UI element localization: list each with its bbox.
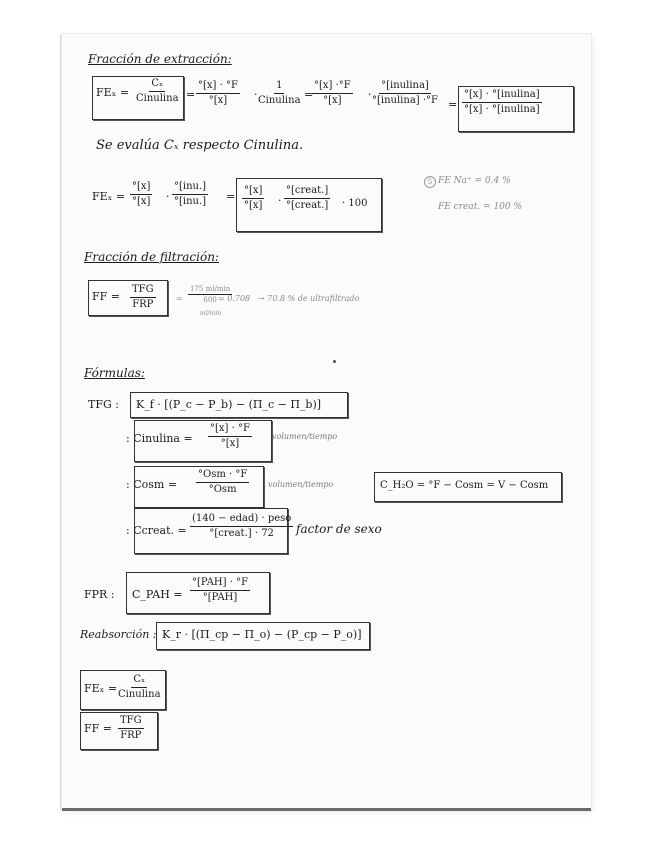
fraction-fe-summary xyxy=(118,673,161,702)
denominator: °[creat.] · 72 xyxy=(209,528,274,539)
note-evaluation: Se evalúa Cₓ respecto Cinulina. xyxy=(96,138,304,153)
numerator: °[inulina] xyxy=(379,79,431,94)
denominator: °[x] xyxy=(132,196,151,207)
denominator: °[x] xyxy=(323,95,342,106)
tfg-formula: K_f · [(P_c − P_b) − (Π_c − Π_b)] xyxy=(136,398,322,411)
times-100: · 100 xyxy=(342,198,368,209)
fpr-label: FPR : xyxy=(84,588,115,601)
numerator: °[x] xyxy=(130,180,152,195)
cosm-note: volumen/tiempo xyxy=(268,480,334,489)
ccreat-note: factor de sexo xyxy=(296,522,382,536)
fraction-4 xyxy=(312,79,353,108)
numerator: TFG xyxy=(130,283,156,298)
fe-lhs: FEₓ = xyxy=(96,86,130,99)
calc-unit: ml/min xyxy=(200,310,222,317)
side-note-creat: FE creat. = 100 % xyxy=(438,202,523,212)
circled-number: 5 xyxy=(424,176,436,188)
numerator: 175 ml/min xyxy=(190,285,231,293)
fraction-x-2 xyxy=(242,184,264,213)
numerator: TFG xyxy=(118,714,144,729)
fraction-fpr xyxy=(190,576,250,605)
numerator: Cₓ xyxy=(131,673,147,688)
equals-sign: = xyxy=(186,88,196,101)
numerator: °[x] ·°F xyxy=(312,79,353,94)
denominator: 600 xyxy=(203,296,217,304)
fraction-cx-cin xyxy=(136,77,179,106)
ch2o-formula: C_H₂O = °F − Cosm = V − Cosm xyxy=(380,480,549,491)
fraction-cosm xyxy=(196,468,249,497)
section-title-extraction: Fracción de extracción: xyxy=(88,52,232,66)
cin-note: volumen/tiempo xyxy=(272,432,338,441)
section-title-formulas: Fórmulas: xyxy=(84,366,145,380)
reabsorption-label: Reabsorción : xyxy=(80,628,157,641)
ink-dot xyxy=(333,360,336,363)
cin-lhs: : Cinulina = xyxy=(126,432,193,445)
numerator: °[x] · °F xyxy=(208,422,252,437)
ccreat-lhs: : Ccreat. = xyxy=(126,524,187,537)
numerator: (140 − edad) · peso xyxy=(190,512,293,527)
fraction-2 xyxy=(196,79,240,108)
dot-operator: · xyxy=(368,88,372,101)
denominator: Cinulina xyxy=(258,95,301,106)
ff-summary-lhs: FF = xyxy=(84,722,112,735)
fpr-lhs: C_PAH = xyxy=(132,588,183,601)
equals-sign: = xyxy=(176,294,183,303)
numerator: °[x] xyxy=(242,184,264,199)
fe-summary-lhs: FEₓ = xyxy=(84,682,118,695)
fraction-x xyxy=(130,180,152,209)
fraction-creat xyxy=(284,184,330,213)
denominator: °[x] xyxy=(208,95,228,106)
side-note-na: FE Na⁺ = 0.4 % xyxy=(438,176,511,186)
denominator: FRP xyxy=(132,299,154,310)
page-shadow xyxy=(62,808,591,811)
calc-note: → 70.8 % de ultrafiltrado xyxy=(258,294,360,303)
fraction-6 xyxy=(462,88,542,117)
dot-operator: · xyxy=(254,88,258,101)
fraction-tfg-frp xyxy=(130,283,156,312)
fraction-5 xyxy=(372,79,438,108)
tfg-label: TFG : xyxy=(88,398,119,411)
numerator: °[inu.] xyxy=(172,180,208,195)
denominator: °[PAH] xyxy=(202,592,238,603)
fraction-inu xyxy=(172,180,208,209)
ff-lhs: FF = xyxy=(92,290,120,303)
fraction-cin xyxy=(208,422,252,451)
numerator: °Osm · °F xyxy=(196,468,249,483)
denominator: °[x] · °[inulina] xyxy=(464,104,540,115)
denominator: °[x] xyxy=(244,200,263,211)
denominator: °[x] xyxy=(220,438,240,449)
numerator: Cₓ xyxy=(149,77,165,92)
numerator: 1 xyxy=(274,79,284,94)
denominator: °[creat.] xyxy=(286,200,329,211)
fraction-3 xyxy=(258,79,301,108)
dot-operator: · xyxy=(278,194,282,207)
section-title-filtration: Fracción de filtración: xyxy=(84,250,219,264)
denominator: Cinulina xyxy=(118,689,161,700)
fraction-ff-summary xyxy=(118,714,144,743)
dot-operator: · xyxy=(166,190,170,203)
denominator: °[inu.] xyxy=(174,196,207,207)
numerator: °[creat.] xyxy=(284,184,330,199)
denominator: FRP xyxy=(120,730,142,741)
reabsorption-formula: K_r · [(Π_cp − Π_o) − (P_cp − P_o)] xyxy=(162,628,362,641)
denominator: °[inulina] ·°F xyxy=(372,95,438,106)
fe-lhs-2: FEₓ = xyxy=(92,190,126,203)
equals-sign: = xyxy=(226,190,236,203)
numerator: °[PAH] · °F xyxy=(190,576,250,591)
numerator: °[x] · °F xyxy=(196,79,240,94)
calc-result: = 0.708 xyxy=(218,294,251,303)
cosm-lhs: : Cosm = xyxy=(126,478,178,491)
denominator: Cinulina xyxy=(136,93,179,104)
equals-sign: = xyxy=(304,88,314,101)
denominator: °Osm xyxy=(208,484,237,495)
fraction-ccreat xyxy=(190,512,293,541)
equals-sign: = xyxy=(448,98,458,111)
numerator: °[x] · °[inulina] xyxy=(462,88,542,103)
